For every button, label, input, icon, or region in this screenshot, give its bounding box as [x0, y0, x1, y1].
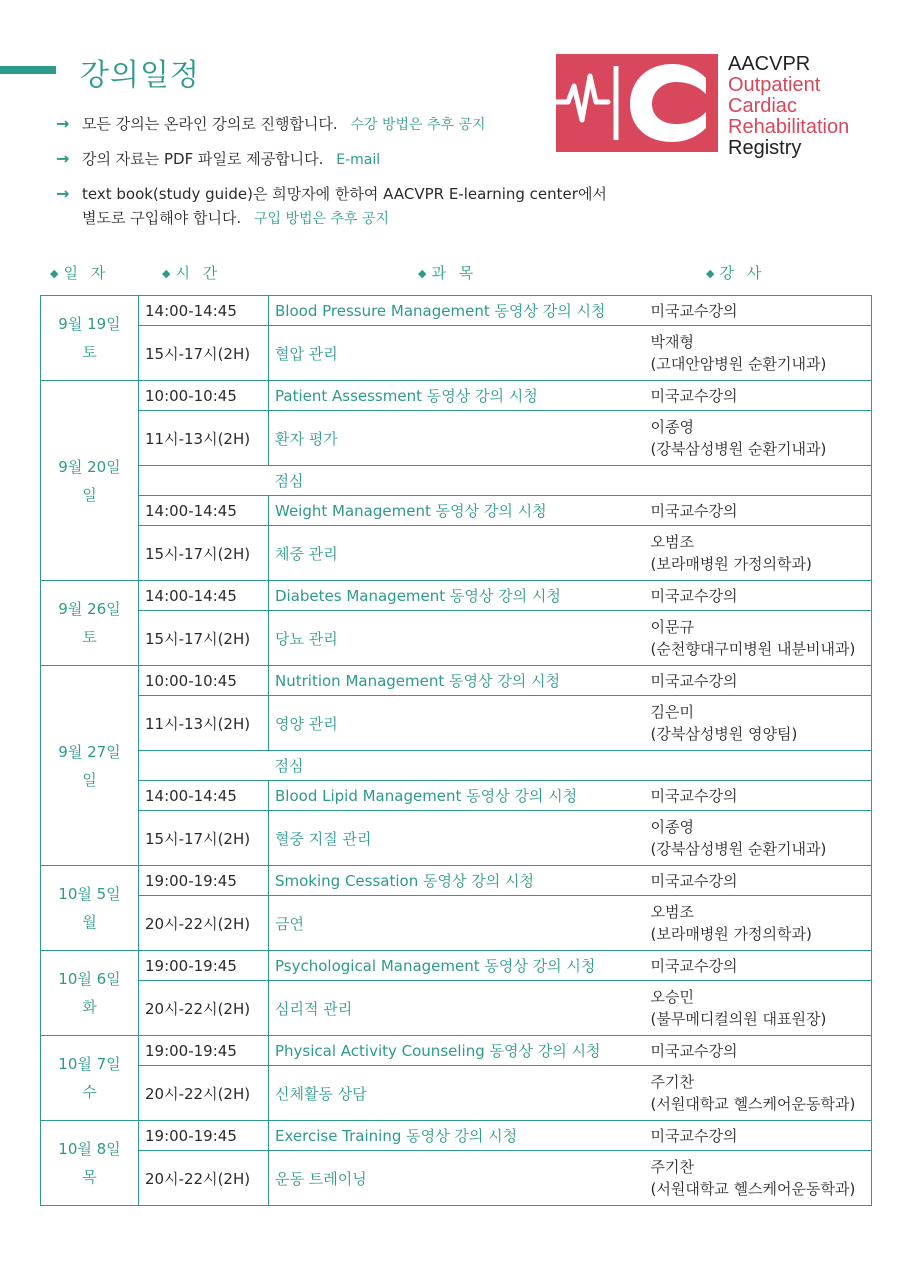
- table-row: [41, 496, 872, 526]
- day-label: 토: [82, 628, 97, 646]
- lecturer-cell: [649, 811, 872, 866]
- subject-cell: Smoking Cessation 동영상 강의 시청: [269, 866, 649, 896]
- subject-cell: 혈중 지질 관리: [269, 811, 649, 866]
- time-cell: 19:00-19:45: [139, 951, 269, 981]
- header-subject-label: 과 목: [431, 264, 478, 282]
- subject-cell: 점심: [269, 751, 649, 781]
- time-cell: 20시-22시(2H): [139, 1151, 269, 1206]
- date-cell: [41, 951, 139, 1036]
- subject-cell: Weight Management 동영상 강의 시청: [269, 496, 649, 526]
- lecturer-cell: [649, 981, 872, 1036]
- lecturer-cell: [649, 1066, 872, 1121]
- lecturer-name: 미국교수강의: [650, 671, 738, 690]
- lecturer-name: 이문규: [650, 618, 694, 636]
- logo-line: Registry: [728, 137, 802, 159]
- lecturer-cell: [649, 696, 872, 751]
- header-date: [50, 262, 109, 283]
- subject-cell: 체중 관리: [269, 526, 649, 581]
- day-label: 일: [82, 485, 97, 504]
- lecturer-cell: [649, 611, 872, 666]
- logo-line: Cardiac: [728, 95, 797, 117]
- time-cell: 14:00-14:45: [139, 581, 269, 611]
- lecturer-name: 이종영: [650, 818, 694, 836]
- date-label: 10월 5일: [58, 885, 121, 903]
- date-cell: [41, 381, 139, 581]
- date-cell: [41, 1121, 139, 1206]
- logo-line: Outpatient: [728, 74, 821, 96]
- note-text-continued: 별도로 구입해야 합니다.: [82, 209, 242, 227]
- diamond-icon: ◆: [706, 267, 715, 280]
- time-cell: 19:00-19:45: [139, 1121, 269, 1151]
- subject-cell: Diabetes Management 동영상 강의 시청: [269, 581, 649, 611]
- note-text: text book(study guide)은 희망자에 한하여 AACVPR E-learning center에서: [82, 185, 607, 203]
- time-cell: 20시-22시(2H): [139, 896, 269, 951]
- lecturer-name: 미국교수강의: [650, 386, 738, 405]
- lecturer-affiliation: (강북삼성병원 영양팀): [650, 725, 798, 743]
- lecturer-affiliation: (보라매병원 가정의학과): [650, 555, 812, 573]
- note-text: 강의 자료는 PDF 파일로 제공합니다.: [82, 150, 324, 168]
- note-sub: 수강 방법은 추후 공지: [350, 117, 486, 133]
- time-cell: 15시-17시(2H): [139, 611, 269, 666]
- lecturer-cell: [649, 896, 872, 951]
- lecturer-cell: [649, 581, 872, 611]
- subject-cell: Blood Lipid Management 동영상 강의 시청: [269, 781, 649, 811]
- table-row: [41, 1066, 872, 1121]
- subject-cell: Psychological Management 동영상 강의 시청: [269, 951, 649, 981]
- diamond-icon: ◆: [50, 267, 59, 280]
- subject-cell: 혈압 관리: [269, 326, 649, 381]
- lecturer-affiliation: (강북삼성병원 순환기내과): [650, 440, 827, 458]
- subject-cell: 점심: [269, 466, 649, 496]
- time-cell: 14:00-14:45: [139, 781, 269, 811]
- table-row: [41, 581, 872, 611]
- table-row: [41, 611, 872, 666]
- subject-cell: Blood Pressure Management 동영상 강의 시청: [269, 296, 649, 326]
- lecturer-name: 오범조: [650, 533, 694, 551]
- subject-cell: 운동 트레이닝: [269, 1151, 649, 1206]
- time-cell: 14:00-14:45: [139, 496, 269, 526]
- table-row: [41, 866, 872, 896]
- date-label: 10월 6일: [58, 970, 121, 988]
- lecturer-name: 미국교수강의: [650, 301, 738, 320]
- date-cell: [41, 1036, 139, 1121]
- subject-cell: 금연: [269, 896, 649, 951]
- diamond-icon: ◆: [418, 267, 427, 280]
- logo-line: AACVPR: [728, 53, 811, 75]
- lecturer-name: 주기찬: [650, 1158, 694, 1176]
- logo-text: [728, 54, 849, 159]
- arrow-right-icon: →: [56, 114, 70, 133]
- header-lecturer: [706, 262, 765, 283]
- lecturer-name: 미국교수강의: [650, 586, 738, 605]
- table-row: [41, 381, 872, 411]
- time-cell: 20시-22시(2H): [139, 981, 269, 1036]
- lecturer-name: 미국교수강의: [650, 786, 738, 805]
- date-label: 10월 7일: [58, 1055, 121, 1073]
- subject-cell: Exercise Training 동영상 강의 시청: [269, 1121, 649, 1151]
- header-time: [162, 262, 221, 283]
- day-label: 화: [82, 998, 97, 1016]
- lecturer-cell: [649, 381, 872, 411]
- subject-cell: Physical Activity Counseling 동영상 강의 시청: [269, 1036, 649, 1066]
- schedule-table: [40, 295, 872, 1206]
- date-cell: [41, 666, 139, 866]
- table-row: [41, 781, 872, 811]
- lecturer-affiliation: (보라매병원 가정의학과): [650, 925, 812, 943]
- table-row: [41, 1036, 872, 1066]
- time-cell: [139, 751, 269, 781]
- lecturer-affiliation: (서원대학교 헬스케어운동학과): [650, 1095, 856, 1113]
- lecturer-cell: [649, 1036, 872, 1066]
- accent-bar: [0, 66, 56, 74]
- time-cell: 10:00-10:45: [139, 381, 269, 411]
- lecturer-cell: [649, 666, 872, 696]
- table-row: [41, 466, 872, 496]
- lecturer-affiliation: (고대안암병원 순환기내과): [650, 355, 827, 373]
- date-cell: [41, 866, 139, 951]
- table-row: [41, 1121, 872, 1151]
- day-label: 목: [82, 1168, 97, 1186]
- lecturer-affiliation: (불무메디컬의원 대표원장): [650, 1010, 827, 1028]
- time-cell: 14:00-14:45: [139, 296, 269, 326]
- lecturer-cell: [649, 496, 872, 526]
- lecturer-name: 박재형: [650, 333, 694, 351]
- lecturer-affiliation: (서원대학교 헬스케어운동학과): [650, 1180, 856, 1198]
- note-sub: 구입 방법은 추후 공지: [254, 211, 390, 227]
- date-label: 9월 26일: [58, 600, 121, 618]
- page-title: 강의일정: [80, 58, 200, 93]
- lecturer-cell: [649, 326, 872, 381]
- time-cell: 15시-17시(2H): [139, 811, 269, 866]
- date-label: 10월 8일: [58, 1140, 121, 1158]
- logo-line: Rehabilitation: [728, 116, 850, 138]
- lecturer-cell: [649, 751, 872, 781]
- table-row: [41, 751, 872, 781]
- lecturer-cell: [649, 1121, 872, 1151]
- header-time-label: 시 간: [175, 264, 222, 282]
- time-cell: 15시-17시(2H): [139, 326, 269, 381]
- note-item: [56, 182, 656, 231]
- table-row: [41, 666, 872, 696]
- lecturer-name: 오승민: [650, 988, 694, 1006]
- date-label: 9월 19일: [58, 315, 121, 333]
- lecturer-cell: [649, 296, 872, 326]
- lecturer-cell: [649, 951, 872, 981]
- table-row: [41, 951, 872, 981]
- time-cell: [139, 466, 269, 496]
- day-label: 토: [82, 343, 97, 361]
- date-label: 9월 27일: [58, 742, 121, 761]
- lecturer-cell: [649, 1151, 872, 1206]
- lecturer-affiliation: (순천향대구미병원 내분비내과): [650, 640, 856, 658]
- time-cell: 10:00-10:45: [139, 666, 269, 696]
- lecturer-name: 미국교수강의: [650, 1126, 738, 1145]
- subject-cell: 신체활동 상담: [269, 1066, 649, 1121]
- note-text: 모든 강의는 온라인 강의로 진행합니다.: [82, 115, 338, 133]
- lecturer-name: 오범조: [650, 903, 694, 921]
- table-row: [41, 896, 872, 951]
- subject-cell: Patient Assessment 동영상 강의 시청: [269, 381, 649, 411]
- subject-cell: 영양 관리: [269, 696, 649, 751]
- lecturer-name: 미국교수강의: [650, 1041, 738, 1060]
- lecturer-name: 이종영: [650, 418, 694, 436]
- arrow-right-icon: →: [56, 184, 70, 203]
- subject-cell: 심리적 관리: [269, 981, 649, 1036]
- lecturer-cell: [649, 526, 872, 581]
- header-subject: [418, 262, 477, 283]
- lecturer-name: 미국교수강의: [650, 501, 738, 520]
- date-label: 9월 20일: [58, 457, 121, 476]
- time-cell: 11시-13시(2H): [139, 411, 269, 466]
- column-headers: [0, 262, 904, 284]
- table-row: [41, 696, 872, 751]
- table-row: [41, 1151, 872, 1206]
- lecturer-name: 주기찬: [650, 1073, 694, 1091]
- time-cell: 19:00-19:45: [139, 1036, 269, 1066]
- lecturer-cell: [649, 866, 872, 896]
- time-cell: 20시-22시(2H): [139, 1066, 269, 1121]
- subject-cell: 당뇨 관리: [269, 611, 649, 666]
- date-cell: [41, 296, 139, 381]
- lecturer-cell: [649, 781, 872, 811]
- lecturer-name: 미국교수강의: [650, 956, 738, 975]
- lecturer-name: 미국교수강의: [650, 871, 738, 890]
- time-cell: 15시-17시(2H): [139, 526, 269, 581]
- aacvpr-logo: [556, 53, 886, 159]
- subject-cell: 환자 평가: [269, 411, 649, 466]
- subject-cell: Nutrition Management 동영상 강의 시청: [269, 666, 649, 696]
- table-row: [41, 811, 872, 866]
- lecturer-affiliation: (강북삼성병원 순환기내과): [650, 840, 827, 858]
- lecturer-cell: [649, 411, 872, 466]
- time-cell: 11시-13시(2H): [139, 696, 269, 751]
- date-cell: [41, 581, 139, 666]
- time-cell: 19:00-19:45: [139, 866, 269, 896]
- note-sub: E-mail: [336, 152, 381, 168]
- day-label: 수: [82, 1083, 97, 1101]
- diamond-icon: ◆: [162, 267, 171, 280]
- table-row: [41, 411, 872, 466]
- header-date-label: 일 자: [63, 264, 110, 282]
- lecturer-name: 김은미: [650, 703, 694, 721]
- table-row: [41, 981, 872, 1036]
- lecturer-cell: [649, 466, 872, 496]
- day-label: 일: [82, 770, 97, 789]
- heart-rate-logo-icon: [556, 54, 718, 152]
- table-row: [41, 526, 872, 581]
- arrow-right-icon: →: [56, 149, 70, 168]
- table-row: [41, 296, 872, 326]
- day-label: 월: [82, 913, 97, 931]
- table-row: [41, 326, 872, 381]
- header-lecturer-label: 강 사: [719, 264, 766, 282]
